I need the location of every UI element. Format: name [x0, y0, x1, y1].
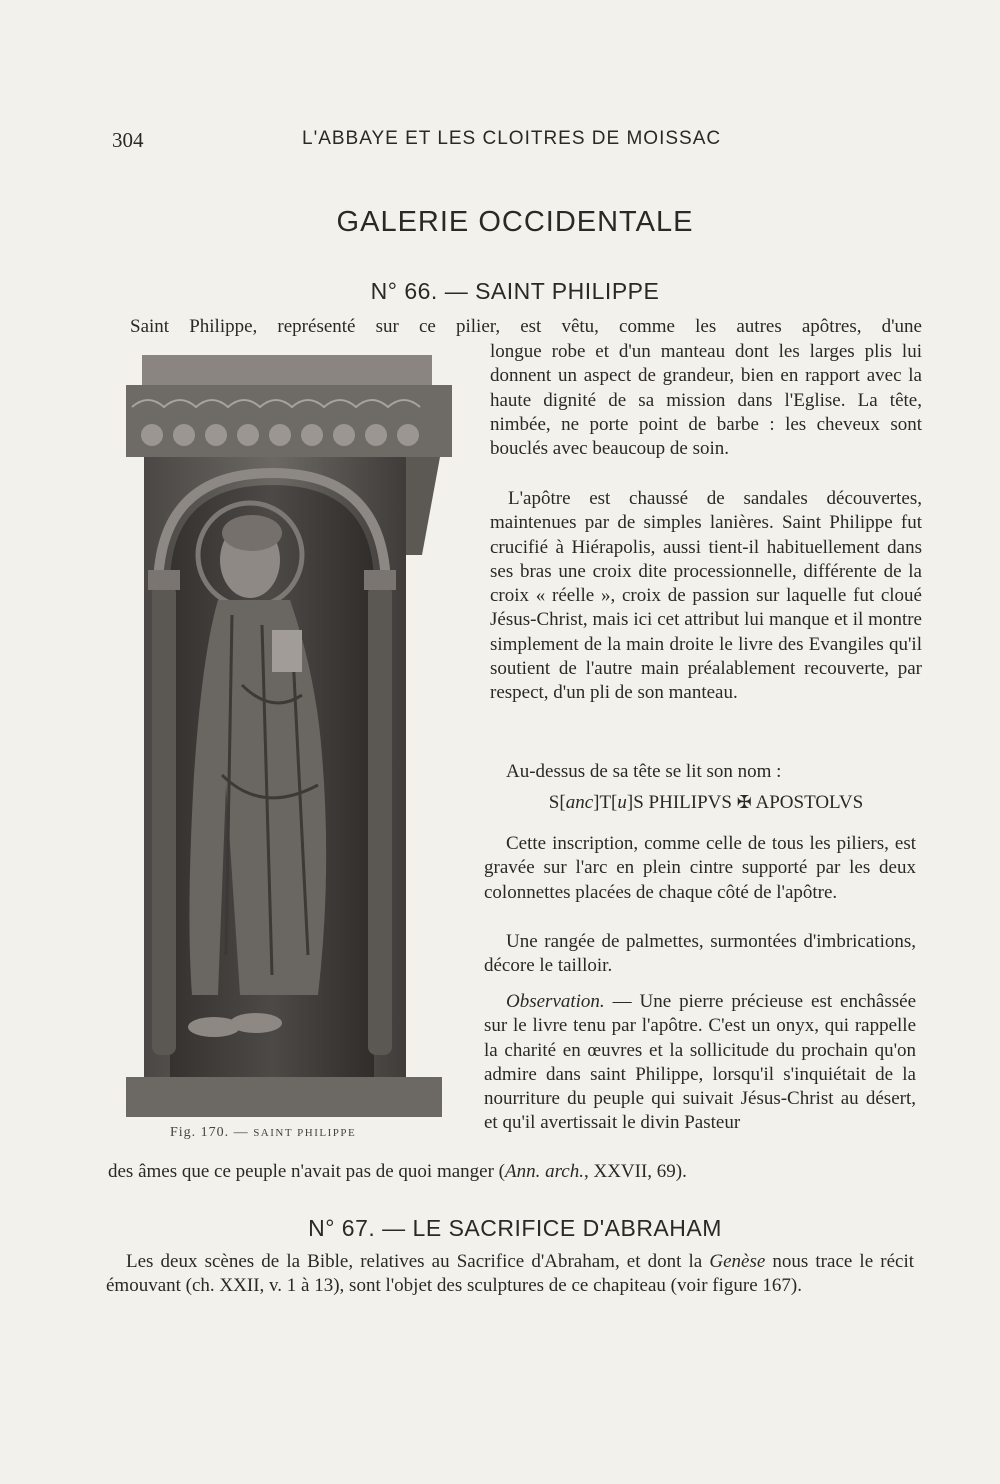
- paragraph-4: Cette inscription, comme celle de tous les piliers, est gravée sur l'arc en plein cintre supporté par les deux colonnettes placées de chaque côté de l'apôtre.: [484, 833, 916, 903]
- page-number: 304: [112, 128, 144, 152]
- entry-heading-66: N° 66. — SAINT PHILIPPE: [370, 278, 660, 304]
- paragraph-abraham: [106, 1250, 914, 1299]
- figure-caption-title: SAINT PHILIPPE: [253, 1127, 357, 1139]
- observation-text: — Une pierre précieuse est enchâssée sur le livre tenu par l'apôtre. C'est un onyx, qui rappelle la charité en œuvres et la sollicitude du prochain qu'on admire dans saint Philippe, lorsqu'il s'inquiétait de la nourriture du peuple qui suivait Jésus-Christ au désert, et qu'il avertissait le divin Pasteur: [484, 991, 916, 1134]
- maltese-cross-icon: ✠: [736, 792, 752, 813]
- figure-caption-number: Fig. 170. —: [170, 1125, 254, 1140]
- running-header: [112, 128, 932, 156]
- citation-title: Ann. arch.: [505, 1161, 584, 1182]
- inscription-u: u: [617, 792, 627, 813]
- paragraph-6: [484, 990, 916, 1136]
- last-line-text: des âmes que ce peuple n'avait pas de quoi manger (: [108, 1161, 505, 1182]
- citation-ref: , XXVII, 69).: [583, 1161, 687, 1182]
- paragraph-5: Une rangée de palmettes, surmontées d'imbrications, décore le tailloir.: [484, 931, 916, 977]
- inscription-anc: anc: [565, 792, 594, 813]
- inscription-part-d: APOSTOLVS: [755, 792, 864, 813]
- inscription-part-a: S[: [548, 792, 566, 813]
- abraham-text-b: nous trace le récit émouvant (ch. XXII, v. 1 à 13), sont l'objet des sculptures de ce chapiteau (voir figure 167).: [106, 1251, 914, 1297]
- entry-heading-67: N° 67. — LE SACRIFICE D'ABRAHAM: [308, 1215, 722, 1241]
- inscription: [490, 792, 922, 814]
- genese-title: Genèse: [709, 1251, 766, 1272]
- running-title: L'ABBAYE ET LES CLOITRES DE MOISSAC: [302, 128, 722, 149]
- section-title: GALERIE OCCIDENTALE: [336, 206, 694, 238]
- paragraph-6-last-line: [108, 1160, 908, 1184]
- paragraph-3: Au-dessus de sa tête se lit son nom :: [506, 761, 782, 782]
- figure-saint-philippe: [122, 355, 452, 1117]
- inscription-part-b: ]T[: [593, 792, 618, 813]
- paragraph-1-first-line: Saint Philippe, représenté sur ce pilier, est vêtu, comme les autres apôtres, d'une: [130, 316, 922, 337]
- observation-label: Observation.: [506, 991, 605, 1012]
- paragraph-1-rest: longue robe et d'un manteau dont les larges plis lui donnent un aspect de grandeur, bien en rapport avec la haute dignité de sa mission dans l'Eglise. La tête, nimbée, ne porte point de barbe : les cheveux sont bouclés avec beaucoup de soin.: [490, 341, 922, 460]
- paragraph-2: L'apôtre est chaussé de sandales découvertes, maintenues par de simples lanières. Saint Philippe fut crucifié à Hiérapolis, aussi tient-il habituellement dans ses bras une croix dite processionnelle, différente de la croix « réelle », croix de passion sur laquelle fut cloué Jésus-Christ, mais ici cet attribut lui manque et il montre simplement de la main droite le livre des Evangiles qu'il soutient de l'autre main préalablement recouverte, par respect, d'un pli de son manteau.: [490, 488, 922, 704]
- abraham-text-a: Les deux scènes de la Bible, relatives au Sacrifice d'Abraham, et dont la: [126, 1251, 710, 1272]
- figure-caption: [170, 1125, 356, 1141]
- sculpture-image: [122, 355, 452, 1117]
- inscription-part-c: ]S PHILIPVS: [626, 792, 732, 813]
